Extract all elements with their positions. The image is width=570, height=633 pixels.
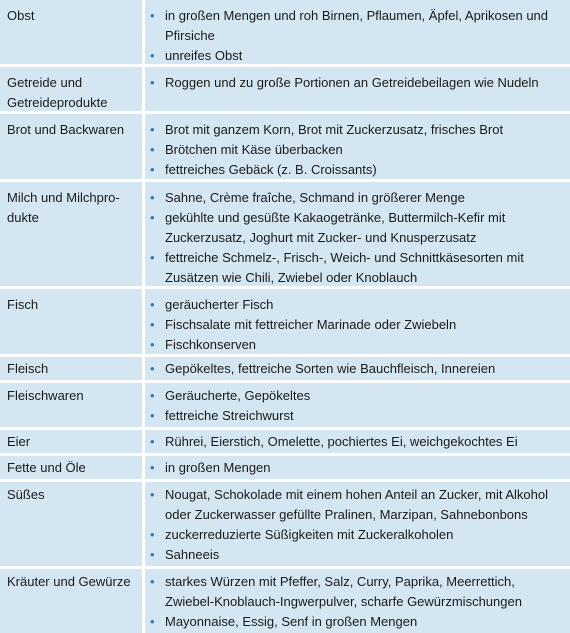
category-cell: Milch und Milchprodukte (0, 182, 142, 286)
list-item: • Fischkonserven (149, 335, 564, 355)
items-cell (145, 67, 570, 111)
category-cell: Süßes (0, 482, 142, 566)
items-cell (145, 569, 570, 633)
list-item: • Roggen und zu große Portionen an Getreidebeilagen wie Nudeln (149, 73, 564, 93)
list-item: • Brötchen mit Käse überbacken (149, 140, 564, 160)
list-item: • zuckerreduzierte Süßigkeiten mit Zuckeralkoholen (149, 525, 564, 545)
list-item: • fettreiches Gebäck (z. B. Croissants) (149, 160, 564, 180)
items-cell (145, 0, 570, 64)
category-cell: Fette und Öle (0, 456, 142, 479)
table-row (0, 383, 570, 427)
table-row (0, 114, 570, 179)
table-row (0, 0, 570, 64)
table-row (0, 482, 570, 566)
list-item: • Mayonnaise, Essig, Senf in großen Mengen (149, 612, 564, 632)
items-cell (145, 383, 570, 427)
list-item: • Sahneeis (149, 545, 564, 565)
items-cell (145, 182, 570, 286)
list-item: • Sahne, Crème fraîche, Schmand in größerer Menge (149, 188, 564, 208)
category-cell: Brot und Backwaren (0, 114, 142, 179)
table-row (0, 67, 570, 111)
list-item: • in großen Mengen und roh Birnen, Pflaumen, Äpfel, Aprikosen und Pfirsiche (149, 6, 564, 46)
category-cell: Getreide und Getreideprodukte (0, 67, 142, 111)
category-cell: Obst (0, 0, 142, 64)
list-item: • fettreiche Schmelz-, Frisch-, Weich- und Schnittkäsesorten mit Zusätzen wie Chili, Zwiebel oder Knoblauch (149, 248, 564, 288)
list-item: • gekühlte und gesüßte Kakaogetränke, Buttermilch-Kefir mit Zuckerzusatz, Joghurt mit Zucker- und Knusperzusatz (149, 208, 564, 248)
list-item: • Fischsalate mit fettreicher Marinade oder Zwiebeln (149, 315, 564, 335)
list-item: • Rührei, Eierstich, Omelette, pochiertes Ei, weichgekochtes Ei (149, 432, 564, 452)
category-cell: Fleischwaren (0, 383, 142, 427)
list-item: • geräucherter Fisch (149, 295, 564, 315)
list-item: • Nougat, Schokolade mit einem hohen Anteil an Zucker, mit Alkohol oder Zuckerwasser gefüllte Pralinen, Marzipan, Sahnebonbons (149, 485, 564, 525)
items-cell (145, 357, 570, 380)
category-cell: Fleisch (0, 357, 142, 380)
list-item: • starkes Würzen mit Pfeffer, Salz, Curry, Paprika, Meerrettich, Zwiebel-Knoblauch-Ingwerpulver, scharfe Gewürzmischungen (149, 572, 564, 612)
items-cell (145, 482, 570, 566)
category-cell: Kräuter und Gewürze (0, 569, 142, 633)
list-item: • Geräucherte, Gepökeltes (149, 386, 564, 406)
list-item: • in großen Mengen (149, 458, 564, 478)
items-cell (145, 289, 570, 354)
list-item: • unreifes Obst (149, 46, 564, 66)
table-row (0, 289, 570, 354)
table-row (0, 456, 570, 479)
table-row (0, 182, 570, 286)
category-cell: Fisch (0, 289, 142, 354)
category-cell: Eier (0, 430, 142, 453)
list-item: • Gepökeltes, fettreiche Sorten wie Bauchfleisch, Innereien (149, 359, 564, 379)
items-cell (145, 430, 570, 453)
items-cell (145, 456, 570, 479)
table-row (0, 357, 570, 380)
table-row (0, 569, 570, 633)
list-item: • fettreiche Streichwurst (149, 406, 564, 426)
table-row (0, 430, 570, 453)
items-cell (145, 114, 570, 179)
list-item: • Brot mit ganzem Korn, Brot mit Zuckerzusatz, frisches Brot (149, 120, 564, 140)
